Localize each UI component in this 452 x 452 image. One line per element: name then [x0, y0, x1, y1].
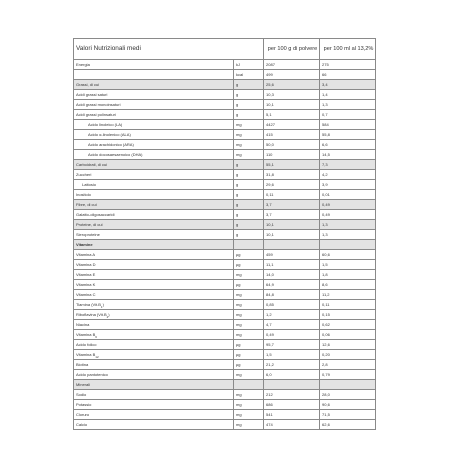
nutrient-label — [74, 380, 234, 390]
nutrient-label — [74, 310, 234, 320]
nutrient-label — [74, 70, 234, 80]
table-row — [74, 400, 376, 410]
nutrient-label-text: Acidi grassi saturi — [76, 92, 108, 97]
table-row — [74, 410, 376, 420]
nutrient-unit: g — [234, 230, 264, 240]
nutrient-label — [74, 420, 234, 430]
value-per-100g: 541 — [264, 410, 320, 420]
value-per-100ml: 11,2 — [320, 290, 376, 300]
value-per-100ml: 12,6 — [320, 340, 376, 350]
nutrient-unit: g — [234, 110, 264, 120]
nutrient-label-text: Galatto-oligosaccaridi — [76, 212, 115, 217]
column-header-per-100ml: per 100 ml al 13,2% — [320, 39, 376, 60]
column-header-per-100g: per 100 g di polvere — [264, 39, 320, 60]
nutrient-unit — [234, 240, 264, 250]
nutrient-unit: mg — [234, 270, 264, 280]
table-row — [74, 420, 376, 430]
nutrient-unit: g — [234, 180, 264, 190]
value-per-100ml: 1,3 — [320, 100, 376, 110]
table-row — [74, 380, 376, 390]
nutrient-unit: mg — [234, 410, 264, 420]
nutrient-unit: g — [234, 100, 264, 110]
nutrient-label-text: Grassi, di cui — [76, 82, 100, 87]
nutrient-unit: g — [234, 80, 264, 90]
nutrient-label — [74, 80, 234, 90]
nutrient-unit: mg — [234, 300, 264, 310]
value-per-100ml: 4,2 — [320, 170, 376, 180]
table-row — [74, 390, 376, 400]
nutrient-label — [74, 150, 234, 160]
nutrient-label — [74, 320, 234, 330]
nutrition-table-body — [74, 39, 376, 430]
value-per-100ml: 0,06 — [320, 330, 376, 340]
nutrient-label-suffix: ) — [102, 302, 104, 307]
table-header-row — [74, 39, 376, 60]
nutrient-label-text: Vitamina B — [76, 352, 96, 357]
nutrient-label — [74, 240, 234, 250]
nutrient-label — [74, 220, 234, 230]
value-per-100g: 21,2 — [264, 360, 320, 370]
table-title: Valori Nutrizionali medi — [74, 39, 264, 60]
nutrient-unit: g — [234, 200, 264, 210]
table-row — [74, 180, 376, 190]
table-row — [74, 170, 376, 180]
nutrient-label-subscript: 1 — [100, 304, 103, 309]
table-row — [74, 130, 376, 140]
value-per-100g: 29,6 — [264, 180, 320, 190]
value-per-100ml: 1,3 — [320, 220, 376, 230]
nutrient-label-text: Acido arachidonico (ARA) — [88, 142, 134, 147]
nutrient-label — [74, 120, 234, 130]
table-row — [74, 260, 376, 270]
nutrient-unit: µg — [234, 340, 264, 350]
nutrient-unit — [234, 380, 264, 390]
table-row — [74, 190, 376, 200]
table-row — [74, 70, 376, 80]
table-row — [74, 90, 376, 100]
value-per-100g: 10,1 — [264, 220, 320, 230]
value-per-100ml: 60,6 — [320, 250, 376, 260]
value-per-100ml: 0,49 — [320, 210, 376, 220]
value-per-100ml — [320, 240, 376, 250]
nutrient-label-text: Vitamina C — [76, 292, 96, 297]
nutrient-label-text: Cloruro — [76, 412, 90, 417]
nutrient-label — [74, 230, 234, 240]
value-per-100g: 95,7 — [264, 340, 320, 350]
nutrient-unit: mg — [234, 400, 264, 410]
value-per-100g: 459 — [264, 250, 320, 260]
nutrient-label-text: Minerali — [76, 382, 91, 387]
table-row — [74, 360, 376, 370]
value-per-100ml: 0,7 — [320, 110, 376, 120]
nutrient-label — [74, 390, 234, 400]
value-per-100g: 10,1 — [264, 230, 320, 240]
value-per-100g: 1,2 — [264, 310, 320, 320]
nutrient-unit: mg — [234, 290, 264, 300]
nutrient-unit: mg — [234, 140, 264, 150]
value-per-100ml: 28,0 — [320, 390, 376, 400]
value-per-100ml: 0,20 — [320, 350, 376, 360]
nutrient-label-text: Carboidrati, di cui — [76, 162, 108, 167]
value-per-100g: 0,11 — [264, 190, 320, 200]
nutrient-label-subscript: 6 — [95, 334, 97, 339]
nutrient-label-text: Biotina — [76, 362, 89, 367]
nutrient-label — [74, 260, 234, 270]
value-per-100ml: 0,62 — [320, 320, 376, 330]
table-row — [74, 100, 376, 110]
nutrient-label — [74, 160, 234, 170]
table-row — [74, 230, 376, 240]
nutrient-label-text: Acido docosaesaenoico (DHA) — [88, 152, 143, 157]
table-row — [74, 120, 376, 130]
table-row — [74, 60, 376, 70]
nutrient-unit: g — [234, 190, 264, 200]
table-row — [74, 350, 376, 360]
value-per-100ml: 62,6 — [320, 420, 376, 430]
nutrient-label-text: Acido pantotenico — [76, 372, 108, 377]
table-row — [74, 340, 376, 350]
value-per-100ml: 66 — [320, 70, 376, 80]
nutrient-label-text: Vitamina B — [76, 332, 96, 337]
nutrient-unit: kJ — [234, 60, 264, 70]
value-per-100g: 110 — [264, 150, 320, 160]
table-row — [74, 80, 376, 90]
table-row — [74, 160, 376, 170]
nutrient-unit: mg — [234, 420, 264, 430]
table-row — [74, 370, 376, 380]
nutrient-label — [74, 410, 234, 420]
nutrient-unit: g — [234, 160, 264, 170]
nutrient-label — [74, 270, 234, 280]
value-per-100g: 2087 — [264, 60, 320, 70]
nutrient-label-text: Inositolo — [76, 192, 91, 197]
nutrient-unit: µg — [234, 280, 264, 290]
value-per-100g: 84,8 — [264, 290, 320, 300]
nutrient-unit: µg — [234, 350, 264, 360]
nutrient-label-text: Tiamina (Vit.B — [76, 302, 101, 307]
nutrient-label-text: Zuccheri — [76, 172, 92, 177]
nutrient-unit: µg — [234, 360, 264, 370]
value-per-100g: 31,8 — [264, 170, 320, 180]
nutrition-table — [73, 38, 376, 430]
nutrient-label — [74, 200, 234, 210]
table-row — [74, 320, 376, 330]
value-per-100ml: 14,5 — [320, 150, 376, 160]
nutrient-label — [74, 350, 234, 360]
table-row — [74, 210, 376, 220]
value-per-100g: 11,1 — [264, 260, 320, 270]
nutrient-unit: mg — [234, 310, 264, 320]
nutrient-unit: µg — [234, 260, 264, 270]
value-per-100g: 4427 — [264, 120, 320, 130]
value-per-100ml: 0,11 — [320, 300, 376, 310]
nutrient-label — [74, 360, 234, 370]
nutrient-unit: mg — [234, 320, 264, 330]
value-per-100ml — [320, 380, 376, 390]
value-per-100ml: 8,6 — [320, 280, 376, 290]
table-row — [74, 140, 376, 150]
nutrient-label-text: Proteine, di cui — [76, 222, 103, 227]
nutrient-label-subscript: 12 — [95, 354, 99, 359]
value-per-100g: 5,1 — [264, 110, 320, 120]
value-per-100g: 14,0 — [264, 270, 320, 280]
value-per-100g: 3,7 — [264, 200, 320, 210]
table-row — [74, 150, 376, 160]
value-per-100g: 3,7 — [264, 210, 320, 220]
value-per-100ml: 55,8 — [320, 130, 376, 140]
value-per-100g: 10,3 — [264, 90, 320, 100]
nutrient-label-subscript: 2 — [106, 314, 109, 319]
value-per-100g — [264, 240, 320, 250]
nutrient-label — [74, 280, 234, 290]
nutrient-label — [74, 190, 234, 200]
nutrient-label-text: Acido α-linolenico (ALA) — [88, 132, 131, 137]
nutrient-unit: µg — [234, 250, 264, 260]
nutrient-label-text: Calcio — [76, 422, 88, 427]
value-per-100ml: 0,15 — [320, 310, 376, 320]
value-per-100ml: 1,3 — [320, 230, 376, 240]
value-per-100g: 1,5 — [264, 350, 320, 360]
value-per-100ml: 584 — [320, 120, 376, 130]
nutrient-label — [74, 300, 234, 310]
value-per-100ml: 71,5 — [320, 410, 376, 420]
table-row — [74, 220, 376, 230]
nutrient-label — [74, 140, 234, 150]
nutrient-label-text: Energia — [76, 62, 90, 67]
nutrient-label — [74, 90, 234, 100]
table-row — [74, 250, 376, 260]
value-per-100ml: 0,49 — [320, 200, 376, 210]
value-per-100g: 55,1 — [264, 160, 320, 170]
nutrient-label — [74, 130, 234, 140]
nutrient-unit: mg — [234, 130, 264, 140]
nutrient-unit: mg — [234, 120, 264, 130]
table-row — [74, 330, 376, 340]
value-per-100ml: 7,3 — [320, 160, 376, 170]
nutrient-label-text: Acidi grassi monoinsaturi — [76, 102, 121, 107]
nutrient-label — [74, 370, 234, 380]
nutrient-label — [74, 110, 234, 120]
value-per-100g: 64,9 — [264, 280, 320, 290]
value-per-100ml: 1,4 — [320, 90, 376, 100]
table-row — [74, 280, 376, 290]
nutrient-label-text: Acido folico — [76, 342, 97, 347]
table-row — [74, 310, 376, 320]
value-per-100ml: 0,01 — [320, 190, 376, 200]
nutrient-label-text: Potassio — [76, 402, 92, 407]
nutrient-label-text: Niacina — [76, 322, 90, 327]
nutrient-label — [74, 330, 234, 340]
nutrient-label — [74, 210, 234, 220]
nutrient-unit: mg — [234, 370, 264, 380]
value-per-100ml: 3,9 — [320, 180, 376, 190]
table-row — [74, 290, 376, 300]
nutrient-label-text: Vitamina K — [76, 282, 96, 287]
value-per-100g: 50,0 — [264, 140, 320, 150]
nutrient-unit: g — [234, 90, 264, 100]
value-per-100g: 415 — [264, 130, 320, 140]
value-per-100g: 499 — [264, 70, 320, 80]
value-per-100g: 0,49 — [264, 330, 320, 340]
nutrient-label-text: Vitamine — [76, 242, 93, 247]
value-per-100g: 25,6 — [264, 80, 320, 90]
value-per-100ml: 6,6 — [320, 140, 376, 150]
nutrient-label-text: Sodio — [76, 392, 87, 397]
nutrient-label-text: Riboflavina (Vit.B — [76, 312, 107, 317]
table-row — [74, 270, 376, 280]
nutrient-label-text: Fibre, di cui — [76, 202, 97, 207]
value-per-100ml: 1,8 — [320, 270, 376, 280]
value-per-100g: 474 — [264, 420, 320, 430]
nutrient-unit: g — [234, 210, 264, 220]
table-row — [74, 110, 376, 120]
value-per-100g: 6,0 — [264, 370, 320, 380]
value-per-100g: 4,7 — [264, 320, 320, 330]
nutrient-label-text: Vitamina A — [76, 252, 96, 257]
nutrient-label — [74, 100, 234, 110]
nutrient-unit: g — [234, 220, 264, 230]
nutrient-label-text: Acido linoleico (LA) — [88, 122, 123, 127]
value-per-100ml: 275 — [320, 60, 376, 70]
table-row — [74, 240, 376, 250]
value-per-100ml: 3,4 — [320, 80, 376, 90]
nutrient-label-suffix: ) — [108, 312, 110, 317]
nutrient-unit: mg — [234, 390, 264, 400]
nutrient-label-text: Acidi grassi polinsaturi — [76, 112, 116, 117]
value-per-100g — [264, 380, 320, 390]
nutrient-label-text: Sieroproteine — [76, 232, 100, 237]
nutrient-unit: kcal — [234, 70, 264, 80]
nutrient-unit: mg — [234, 150, 264, 160]
value-per-100g: 686 — [264, 400, 320, 410]
nutrient-label-text: Vitamina E — [76, 272, 96, 277]
value-per-100ml: 0,79 — [320, 370, 376, 380]
value-per-100ml: 1,5 — [320, 260, 376, 270]
value-per-100g: 0,85 — [264, 300, 320, 310]
value-per-100g: 10,1 — [264, 100, 320, 110]
nutrient-unit: g — [234, 170, 264, 180]
table-row — [74, 200, 376, 210]
nutrient-label — [74, 60, 234, 70]
nutrient-label-text: Vitamina D — [76, 262, 96, 267]
nutrient-label-text: Lattosio — [82, 182, 97, 187]
nutrient-label — [74, 400, 234, 410]
nutrient-label — [74, 170, 234, 180]
nutrient-label — [74, 180, 234, 190]
nutrient-label — [74, 340, 234, 350]
value-per-100g: 212 — [264, 390, 320, 400]
table-row — [74, 300, 376, 310]
nutrient-label — [74, 250, 234, 260]
value-per-100ml: 90,6 — [320, 400, 376, 410]
nutrient-unit: mg — [234, 330, 264, 340]
value-per-100ml: 2,8 — [320, 360, 376, 370]
nutrient-label — [74, 290, 234, 300]
